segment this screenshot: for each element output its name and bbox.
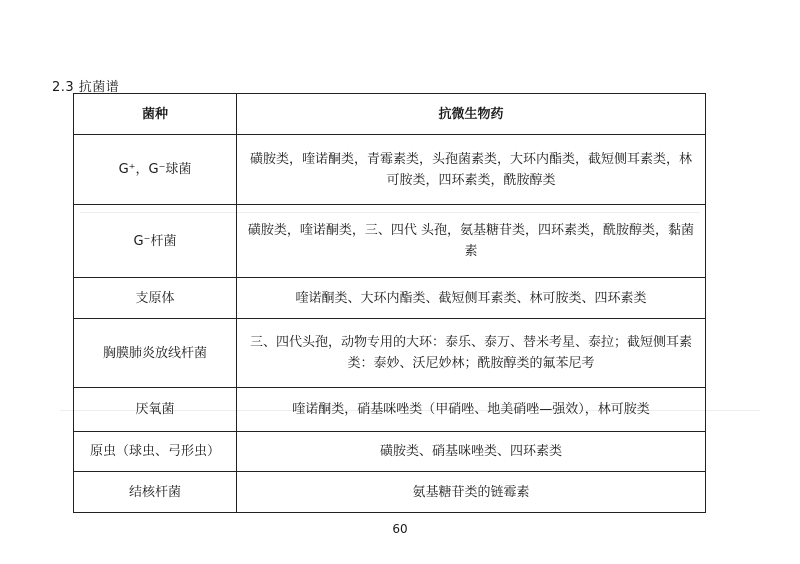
drugs-cell: 三、四代头孢，动物专用的大环：泰乐、泰万、替米考星、泰拉；截短侧耳素类：泰妙、沃尼妙林；酰胺醇类的氟苯尼考 [237, 319, 706, 388]
drugs-cell: 氨基糖苷类的链霉素 [237, 472, 706, 513]
page-number: 60 [392, 522, 408, 536]
organism-cell: 原虫（球虫、弓形虫） [74, 432, 237, 472]
section-title: 2.3 抗菌谱 [52, 80, 120, 95]
antibacterial-spectrum-table [73, 93, 706, 513]
drugs-cell: 磺胺类、硝基咪唑类、四环素类 [237, 432, 706, 472]
organism-cell: G⁻杆菌 [74, 205, 237, 278]
organism-cell: G⁺，G⁻球菌 [74, 135, 237, 205]
organism-cell: 厌氧菌 [74, 388, 237, 432]
table-row [74, 432, 706, 472]
table-row [74, 205, 706, 278]
table-header-row [74, 94, 706, 135]
column-header-organism: 菌种 [74, 94, 237, 135]
drugs-cell: 喹诺酮类、大环内酯类、截短侧耳素类、林可胺类、四环素类 [237, 278, 706, 319]
drugs-cell: 磺胺类，喹诺酮类，三、四代 头孢，氨基糖苷类，四环素类，酰胺醇类，黏菌素 [237, 205, 706, 278]
table-row [74, 278, 706, 319]
organism-cell: 结核杆菌 [74, 472, 237, 513]
table-row [74, 388, 706, 432]
drugs-cell: 喹诺酮类，硝基咪唑类（甲硝唑、地美硝唑—强效），林可胺类 [237, 388, 706, 432]
organism-cell: 支原体 [74, 278, 237, 319]
column-header-drugs: 抗微生物药 [237, 94, 706, 135]
drugs-cell: 磺胺类，喹诺酮类，青霉素类，头孢菌素类，大环内酯类，截短侧耳素类，林可胺类，四环素类，酰胺醇类 [237, 135, 706, 205]
table-row [74, 319, 706, 388]
organism-cell: 胸膜肺炎放线杆菌 [74, 319, 237, 388]
table-row [74, 472, 706, 513]
table-row [74, 135, 706, 205]
